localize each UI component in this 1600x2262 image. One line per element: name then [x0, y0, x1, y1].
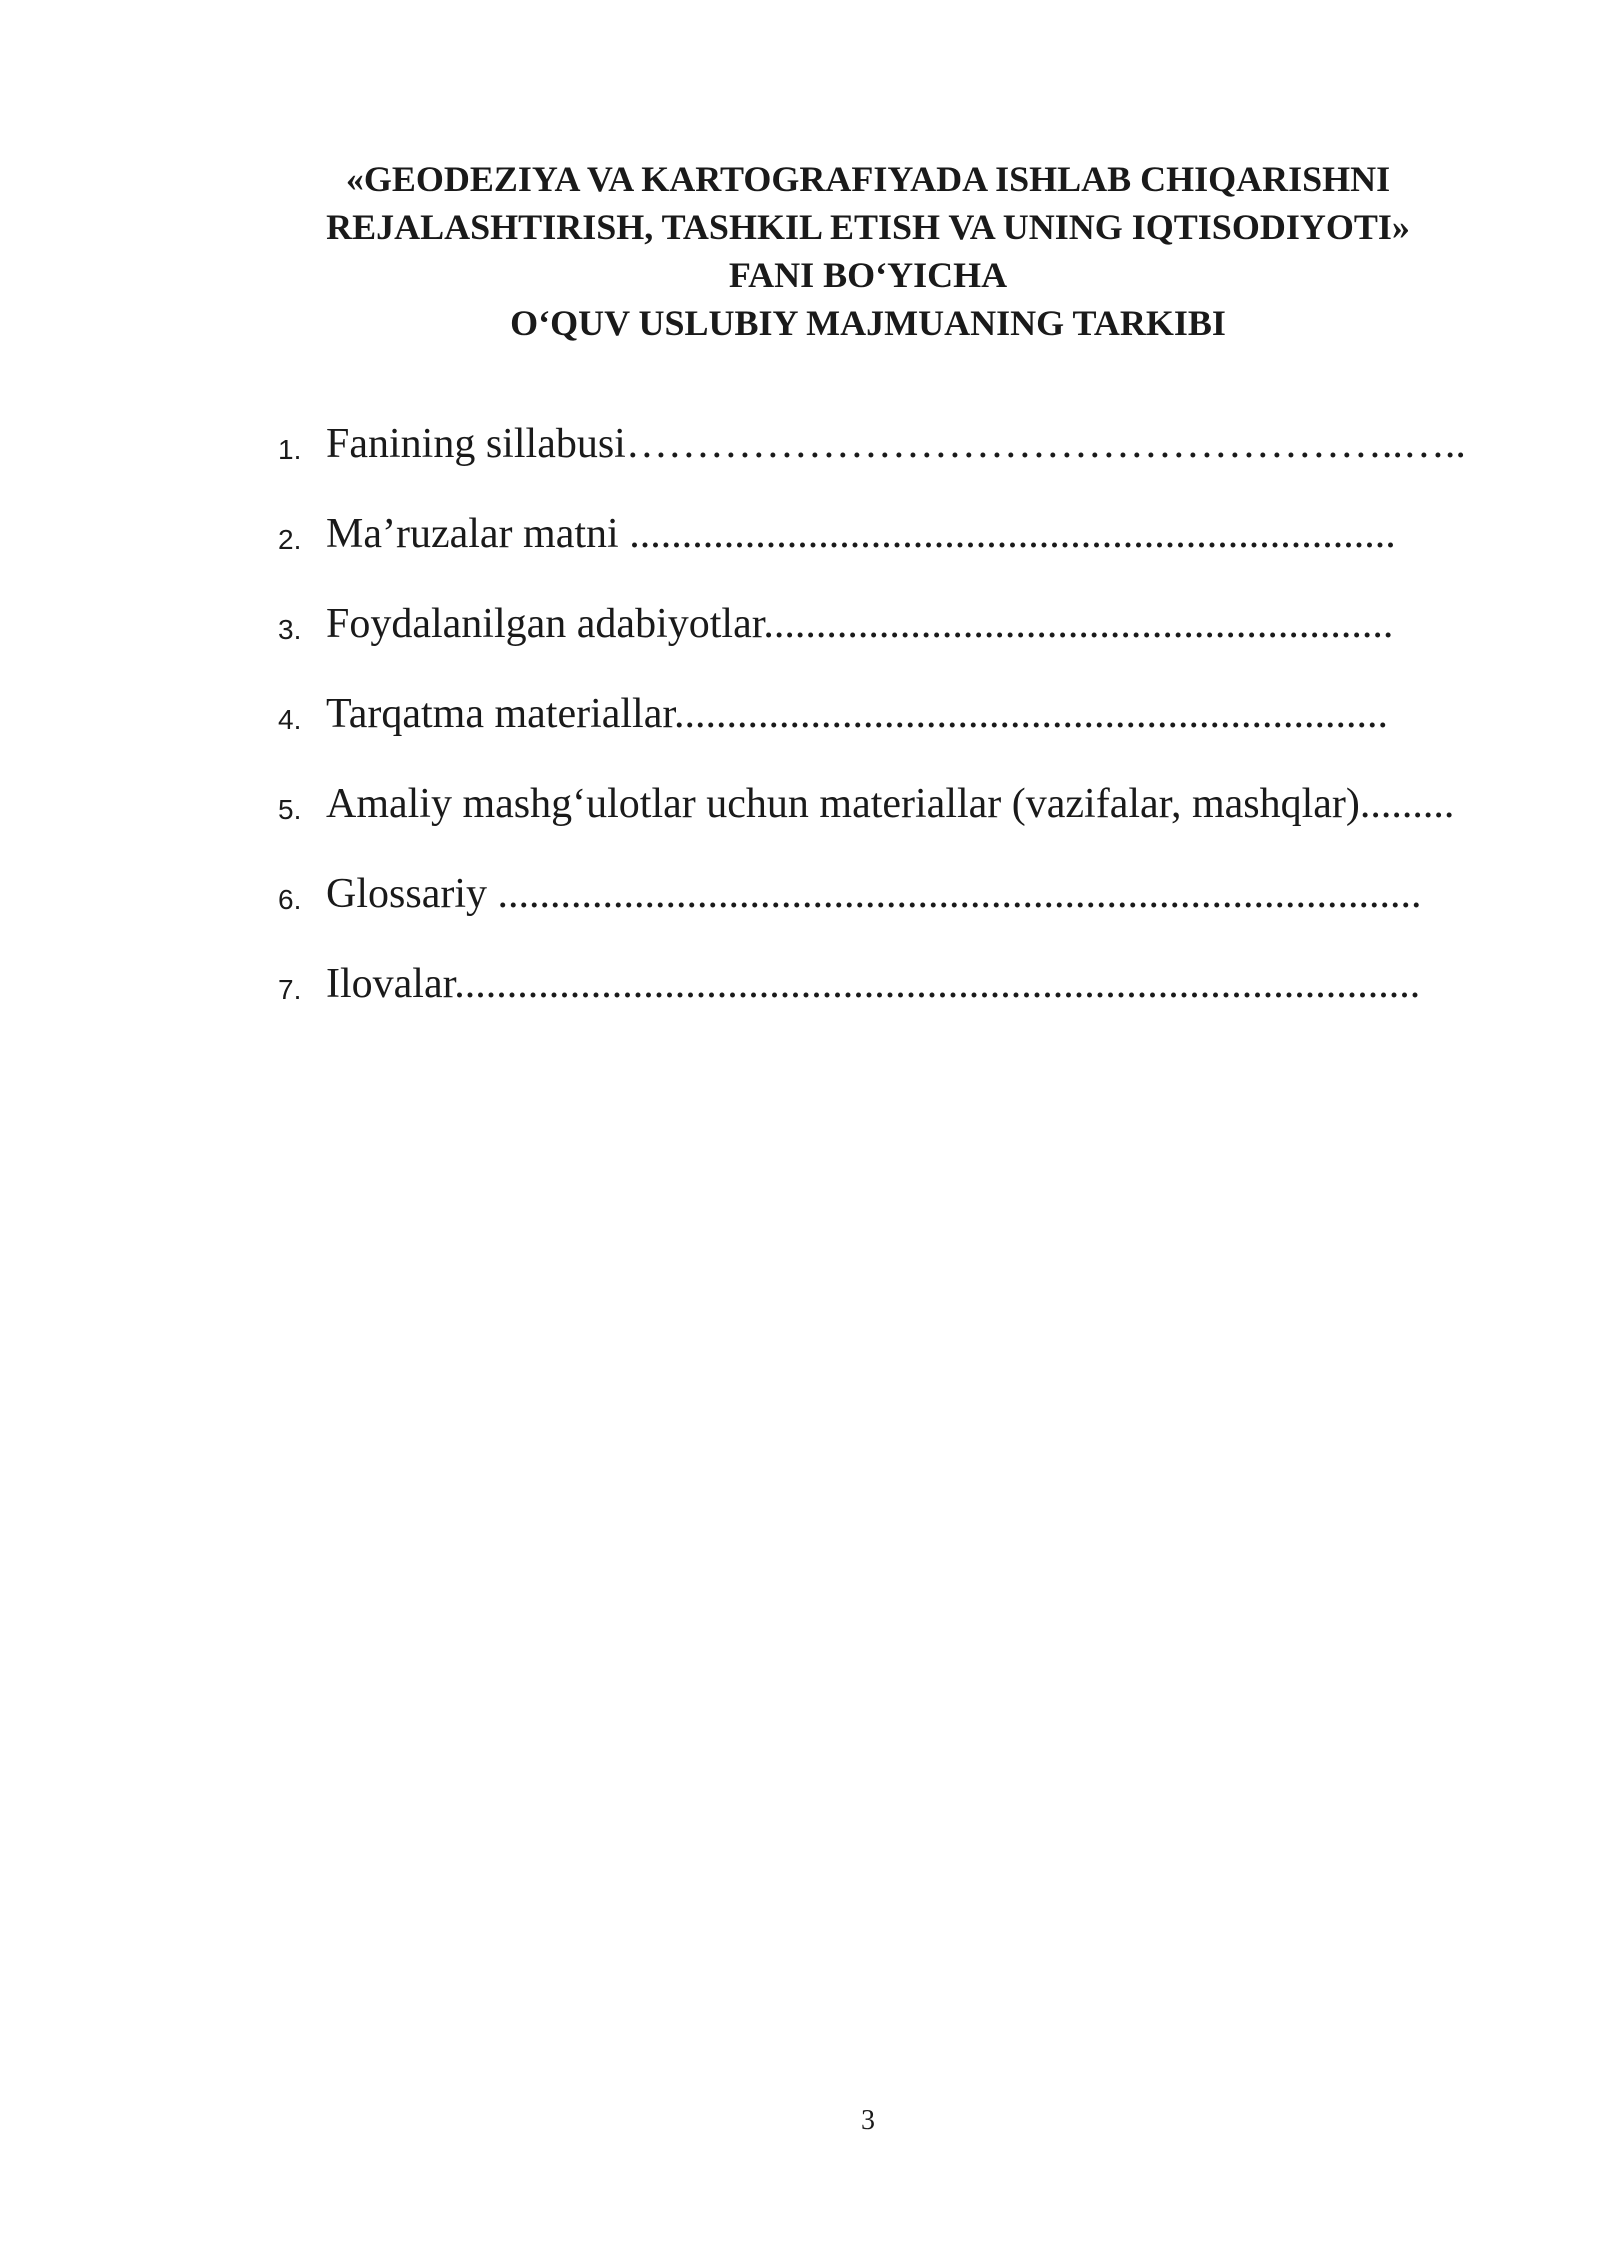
toc-item-practical-materials	[278, 768, 1528, 858]
title-line-4: O‘QUV USLUBIY MAJMUANING TARKIBI	[510, 303, 1226, 343]
toc-item-text: Tarqatma materiallar....................................................................	[326, 691, 1389, 737]
title-line-1: «GEODEZIYA VA KARTOGRAFIYADA ISHLAB CHIQARISHNI	[345, 159, 1391, 199]
toc-item-appendices	[278, 948, 1528, 1038]
toc-item-number: 4.	[278, 704, 302, 735]
document-title	[0, 155, 1600, 347]
toc-item-number: 7.	[278, 974, 302, 1005]
title-line-2: REJALASHTIRISH, TASHKIL ETISH VA UNING IQTISODIYOTI»	[326, 207, 1410, 247]
toc-item-text: Foydalanilgan adabiyotlar............................................................	[326, 601, 1394, 647]
toc-item-syllabus	[278, 408, 1528, 498]
toc-item-glossary	[278, 858, 1528, 948]
toc-item-text: Ma’ruzalar matni .........................................................................	[326, 511, 1396, 557]
toc-item-text: Amaliy mashg‘ulotlar uchun materiallar (vazifalar, mashqlar).........	[326, 781, 1455, 827]
toc-item-text: Glossariy ........................................................................................	[326, 871, 1422, 917]
toc-item-lectures	[278, 498, 1528, 588]
toc-item-number: 2.	[278, 524, 302, 555]
toc-item-literature	[278, 588, 1528, 678]
toc-item-text: Fanining sillabusi………………………………………………..…..	[326, 421, 1466, 467]
toc-item-number: 3.	[278, 614, 302, 645]
toc-item-number: 1.	[278, 434, 302, 465]
toc-item-number: 6.	[278, 884, 302, 915]
toc-item-handouts	[278, 678, 1528, 768]
table-of-contents	[278, 408, 1528, 1038]
toc-item-text: Ilovalar............................................................................................	[326, 961, 1421, 1007]
page-number: 3	[861, 2105, 875, 2136]
toc-item-number: 5.	[278, 794, 302, 825]
title-line-3: FANI BO‘YICHA	[728, 255, 1008, 295]
